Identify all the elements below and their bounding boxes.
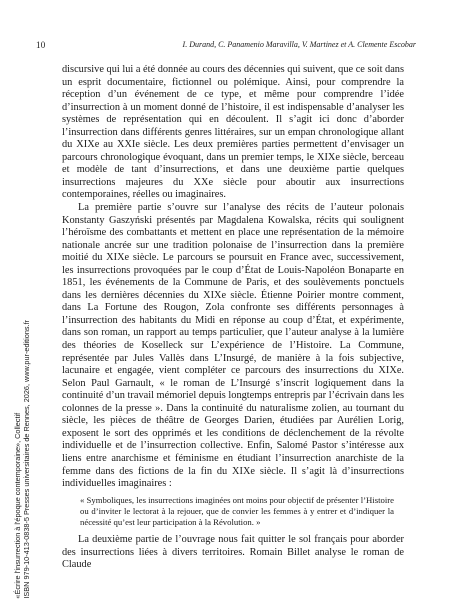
body-text [62,64,404,572]
copyright-side-note-text [14,289,32,599]
running-head: I. Durand, C. Panamenio Maravilla, V. Martinez et A. Clemente Escobar [182,40,416,49]
page-number: 10 [36,40,46,50]
paragraph-first-part: La première partie s’ouvre sur l’analyse des récits de l’auteur polonais Konstanty Gaszyński présentés par Magdalena Kowalska, récits qui soulignent l’héroïsme des combattants et mettent en place une représentation de la mémoire nationale ancrée sur une tradition polonaise de l’insurrection dans la première moitié du XIXe siècle. Le parcours se poursuit en France avec, successivement, les insurrections provoquées par le coup d’État de Louis-Napoléon Bonaparte en 1851, les événements de la Commune de Paris, et des soulèvements ponctuels dans les dernières décennies du XIXe siècle. Étienne Poirier montre comment, dans La Fortune des Rougon, Zola confronte ses différents personnages à l’insurrection des habitants du Midi en réponse au coup d’État, et expérimente, dans son roman, un rapport au temps particulier, que l’auteur analyse à la lumière des théories de Koselleck sur L’expérience de l’Histoire. La Commune, représentée par Jules Vallès dans L’Insurgé, de manière à la fois subjective, lacunaire et engagée, vient compléter ce parcours des insurrections du XIXe. Selon Paul Garnault, « le roman de L’Insurgé s’inscrit logiquement dans la continuité d’un travail mémoriel depuis longtemps entrepris par l’écrivain dans les colonnes de la presse ». Dans la continuité du naturalisme zolien, au tournant du siècle, les pièces de théâtre de Georges Darien, étudiées par Aurélien Lorig, exposent le sort des opprimés et les conditions de déclenchement de la révolte individuelle et de l’insurrection collective. Enfin, Salomé Pastor s’intéresse aux liens entre anarchisme et féminisme en étudiant l’insurrection anarchiste de la femme dans des fictions de la fin du XIXe siècle. Il s’agit là d’insurrections individuelles imaginaires : [62,202,404,490]
paragraph-intro: discursive qui lui a été donnée au cours des décennies qui suivent, que ce soit dans un esprit documentaire, fictionnel ou polémique. Ainsi, pour comprendre la réception d’un événement de ce type, et même pour comprendre l’idée d’insurrection à un moment donné de l’histoire, il est indispensable d’analyser les systèmes de représentation qui en découlent. Il s’agit ici donc d’aborder l’insurrection dans différents genres littéraires, sur un empan chronologique allant du XIXe au XXIe siècle. Les deux premières parties permettent d’envisager un parcours chronologique évoquant, dans un premier temps, le XIXe siècle, berceau et modèle de tant d’insurrections, et dans une deuxième partie quelques insurrections majeures du XXe siècle pour aboutir aux insurrections contemporaines, réelles ou imaginaires. [62,64,404,201]
block-quote: « Symboliques, les insurrections imaginées ont moins pour objectif de présenter l’Histoire ou d’inviter le lectorat à la rejouer, que de convier les femmes à y entrer et d’indiquer la nécessité qu’est leur participation à la Révolution. » [80,494,394,527]
side-note-line-2: ISBN 979-10-413-0838-5 Presses universitaires de Rennes, 2026, www.pur-editions.fr [21,320,31,599]
copyright-side-note [0,0,60,609]
side-note-line-1: «Écrire l'insurrection à l'époque contemporaine», Collectif [13,413,22,599]
paragraph-second-part: La deuxième partie de l’ouvrage nous fait quitter le sol français pour aborder des insurrections liées à divers territoires. Romain Billet analyse le roman de Claude [62,534,404,571]
